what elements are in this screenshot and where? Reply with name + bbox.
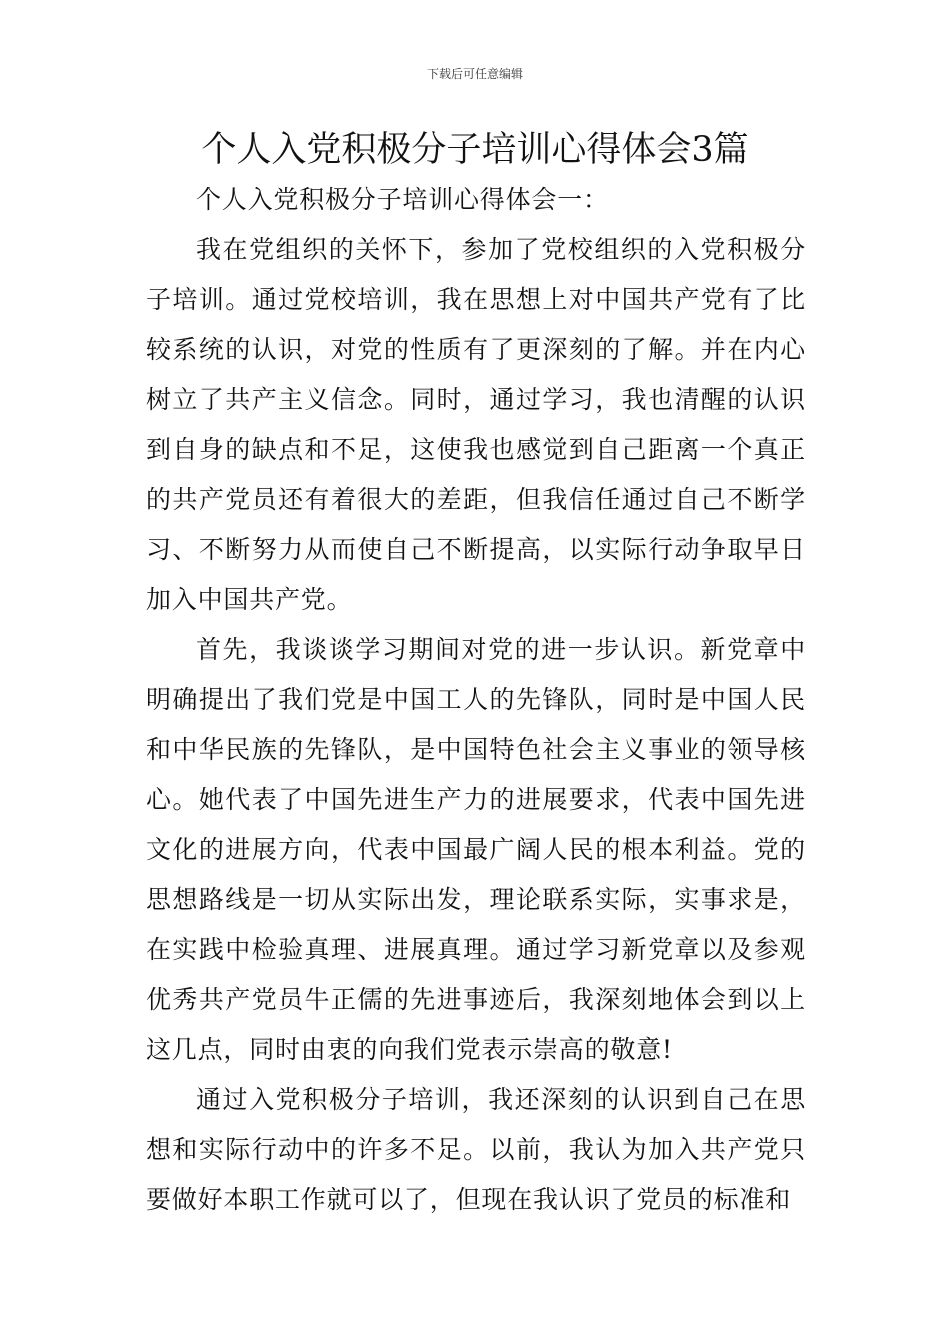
paragraph: 首先，我谈谈学习期间对党的进一步认识。新党章中明确提出了我们党是中国工人的先锋队，同时是中国人民和中华民族的先锋队，是中国特色社会主义事业的领导核心。她代表了中国先进生产力的进展要求，代表中国先进文化的进展方向，代表中国最广阔人民的根本利益。党的思想路线是一切从实际出发，理论联系实际，实事求是，在实践中检验真理、进展真理。通过学习新党章以及参观优秀共产党员牛正儒的先进事迹后，我深刻地体会到以上这几点，同时由衷的向我们党表示崇高的敬意! (146, 635, 806, 1064)
section-heading: 个人入党积极分子培训心得体会一： (196, 185, 609, 214)
document-title: 个人入党积极分子培训心得体会3篇 (201, 130, 749, 170)
header-note: 下载后可任意编辑 (426, 67, 523, 81)
document-body (146, 175, 806, 1225)
paragraph: 通过入党积极分子培训，我还深刻的认识到自己在思想和实际行动中的许多不足。以前，我认为加入共产党只要做好本职工作就可以了，但现在我认识了党员的标准和 (146, 1085, 806, 1214)
paragraph: 我在党组织的关怀下，参加了党校组织的入党积极分子培训。通过党校培训，我在思想上对中国共产党有了比较系统的认识，对党的性质有了更深刻的了解。并在内心树立了共产主义信念。同时，通过学习，我也清醒的认识到自身的缺点和不足，这使我也感觉到自己距离一个真正的共产党员还有着很大的差距，但我信任通过自己不断学习、不断努力从而使自己不断提高，以实际行动争取早日加入中国共产党。 (146, 235, 806, 614)
